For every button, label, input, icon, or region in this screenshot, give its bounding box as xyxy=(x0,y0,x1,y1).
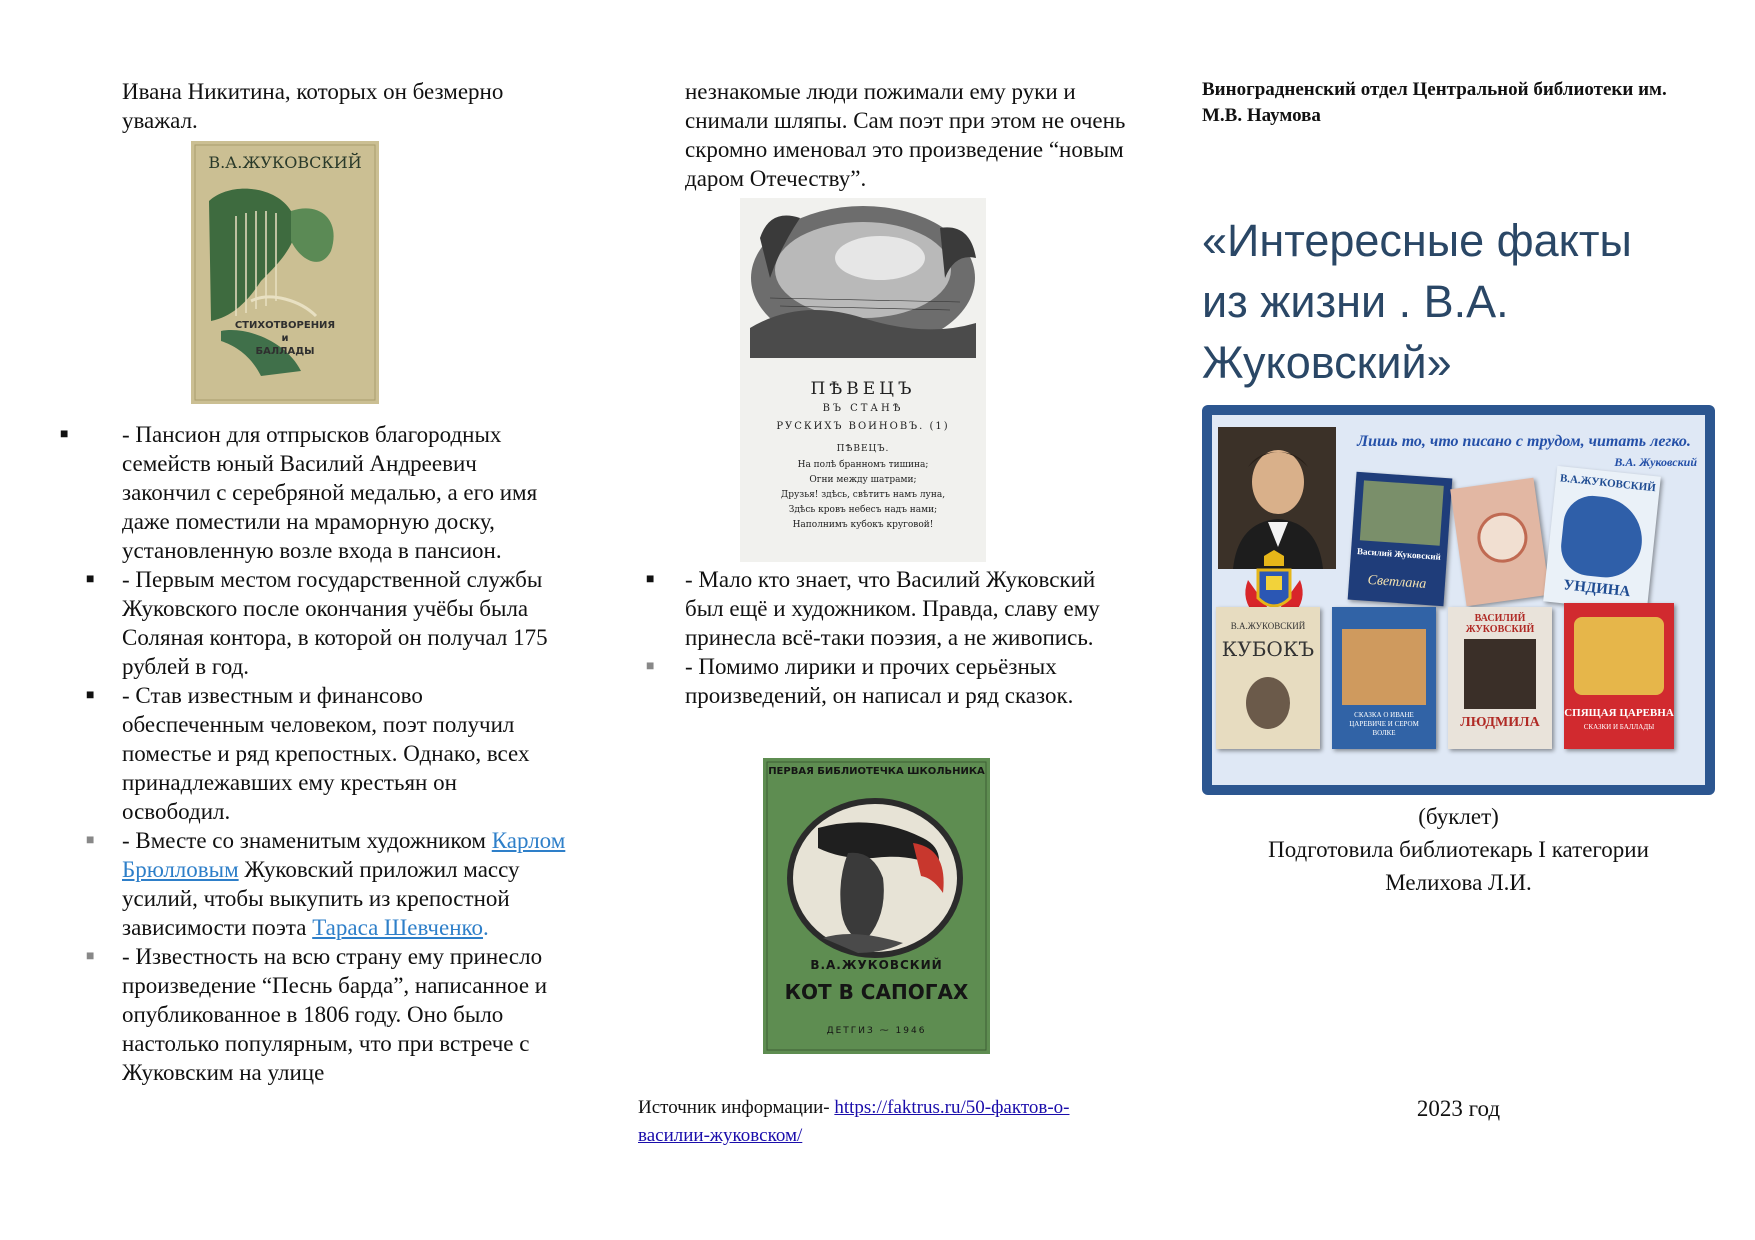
engraving-pevets xyxy=(740,198,986,562)
cover1-title-2: и xyxy=(281,333,289,344)
book-tsarevna: СПЯЩАЯ ЦАРЕВНА СКАЗКИ И БАЛЛАДЫ xyxy=(1564,603,1674,749)
booklet-label: (буклет) xyxy=(1418,804,1499,829)
books-collage xyxy=(1202,405,1715,795)
cover1-author: В.А.ЖУКОВСКИЙ xyxy=(208,153,362,172)
facts-list-left xyxy=(0,420,580,1087)
source-label: Источник информации- xyxy=(638,1097,835,1118)
cover2-top: ПЕРВАЯ БИБЛИОТЕЧКА ШКОЛЬНИКА xyxy=(768,766,985,777)
intro-text-2: незнакомые люди пожимали ему руки и снимали шляпы. Сам поэт при этом не очень скромно именовал это произведение “новым даром Отечеству”. xyxy=(685,79,1126,191)
bullet-icon: ■ xyxy=(86,688,95,703)
book-kubok: В.А.ЖУКОВСКИЙ КУБОКЪ xyxy=(1216,607,1320,749)
book-undina: В.А.ЖУКОВСКИЙ УНДИНА xyxy=(1543,466,1661,612)
bullet-icon: ■ xyxy=(86,572,95,587)
portrait-image xyxy=(1218,427,1336,569)
collage-quote: Лишь то, что писано с трудом, читать легко. xyxy=(1357,433,1691,450)
prepared-by: Подготовила библиотекарь I категории xyxy=(1268,837,1649,862)
collage-quote-author: В.А. Жуковский xyxy=(1614,455,1697,469)
book-ludmila: ВАСИЛИЙ ЖУКОВСКИЙ ЛЮДМИЛА xyxy=(1448,607,1552,749)
intro-text: Ивана Никитина, которых он безмерно уважал. xyxy=(122,79,504,133)
book-cover-puss-in-boots: ПЕРВАЯ БИБЛИОТЕЧКА ШКОЛЬНИКА В.А.ЖУКОВСКИЙ КОТ В САПОГАХ ДЕТГИЗ ⁓ 1946 xyxy=(763,758,990,1054)
list-item: ■ - Помимо лирики и прочих серьёзных произведений, он написал и ряд сказок. xyxy=(646,654,1074,708)
list-item: ■ - Мало кто знает, что Василий Жуковский был ещё и художником. Правда, славу ему принесла всё-таки поэзия, а не живопись. xyxy=(646,567,1100,650)
list-item: ■ - Первым местом государственной службы Жуковского после окончания учёбы была Соляная контора, в которой он получал 175 рублей в год. xyxy=(86,567,548,679)
book-svetlana: Василий Жуковский Светлана xyxy=(1348,472,1453,606)
bullet-icon: ■ xyxy=(86,949,95,964)
book-ornamental xyxy=(1450,478,1550,607)
engraving-verse-3: Друзья! здѣсь, свѣтитъ намъ луна, xyxy=(780,490,946,500)
engraving-subtitle-1: ВЪ СТАНѢ xyxy=(822,403,904,414)
list-item: ■ - Став известным и финансово обеспеченным человеком, поэт получил поместье и ряд крепостных. Однако, всех принадлежавших ему крестьян он освободил. xyxy=(86,683,530,824)
link-taras-shevchenko[interactable]: Тараса Шевченко xyxy=(312,915,484,940)
bullet-icon: ■ xyxy=(86,833,95,848)
engraving-subtitle-2: РУСКИХЪ ВОИНОВЪ. xyxy=(776,421,925,432)
author-name: Мелихова Л.И. xyxy=(1385,870,1532,895)
list-item: ■ - Известность на всю страну ему принесло произведение “Песнь барда”, написанное и опубликованное в 1806 году. Оно было настолько популярным, что при встрече с Жуковским на улице xyxy=(86,944,548,1085)
bullet-icon: ■ xyxy=(646,572,655,587)
engraving-verse-1: На полѣ бранномъ тишина; xyxy=(797,460,929,470)
source-link[interactable]: https://faktrus.ru/50-фактов-о-василии-жуковском/ xyxy=(638,1097,1070,1146)
cover2-title: КОТ В САПОГАХ xyxy=(784,980,969,1004)
engraving-verse-4: Здѣсь кровъ небесъ надъ нами; xyxy=(788,505,938,515)
cover2-year: 1946 xyxy=(895,1026,927,1036)
engraving-verse-head: ПѢВЕЦЪ. xyxy=(836,444,890,454)
bullet-icon: ■ xyxy=(646,659,655,674)
link-karl-bryullov[interactable]: Карлом Брюлловым xyxy=(122,828,566,882)
cover2-publisher: ДЕТГИЗ xyxy=(826,1026,875,1036)
engraving-note: (1) xyxy=(929,421,950,432)
engraving-verse-2: Огни между шатрами; xyxy=(809,475,917,485)
list-item: ■ - Пансион для отпрысков благородных семейств юный Василий Андреевич закончил с серебряной медалью, а его имя даже поместили на мраморную доску, установленную возле входа в пансион. xyxy=(60,422,538,563)
year-label: 2023 год xyxy=(1416,1096,1501,1121)
list-item: ■ - Вместе со знаменитым художником Карлом Брюлловым Жуковский приложил массу усилий, чтобы выкупить из крепостной зависимости поэта Тараса Шевченко. xyxy=(86,828,566,940)
cover1-title-1: СТИХОТВОРЕНИЯ xyxy=(234,320,336,331)
book-cover-poems-ballads xyxy=(191,141,379,404)
engraving-title: ПѢВЕЦЪ xyxy=(810,379,916,399)
booklet-title: «Интересные факты из жизни . В.А. Жуковский» xyxy=(1202,215,1632,388)
book-skazka: СКАЗКА О ИВАНЕ ЦАРЕВИЧЕ И СЕРОМ ВОЛКЕ xyxy=(1332,607,1436,749)
org-name: Виноградненский отдел Центральной библиотеки им. М.В. Наумова xyxy=(1202,79,1667,126)
engraving-verse-5: Наполнимъ кубокъ круговой! xyxy=(792,520,934,530)
cover1-title-3: БАЛЛАДЫ xyxy=(255,346,315,357)
bullet-icon: ■ xyxy=(60,427,69,442)
cover2-author: В.А.ЖУКОВСКИЙ xyxy=(810,958,943,972)
facts-list-middle xyxy=(580,565,1160,710)
source-block xyxy=(638,1094,1128,1150)
